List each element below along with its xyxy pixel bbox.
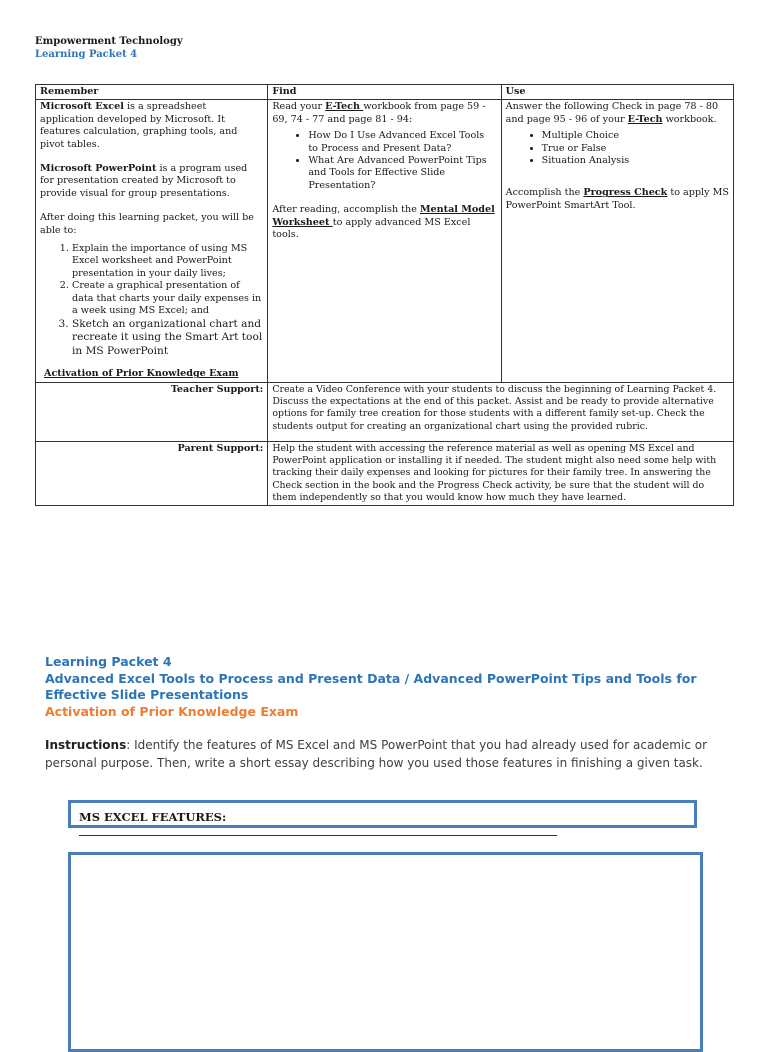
check-types-list xyxy=(506,130,729,167)
answer-line[interactable] xyxy=(79,824,557,836)
use-task xyxy=(506,187,729,212)
parent-support-row xyxy=(36,441,734,505)
mental-model-link[interactable]: Mental Model Worksheet xyxy=(272,204,495,228)
apk-exam-link[interactable]: Activation of Prior Knowledge Exam xyxy=(44,368,239,380)
list-item: • True or False xyxy=(542,143,729,155)
find-text-a: Read your xyxy=(272,101,326,113)
use-text-b: workbook. xyxy=(662,113,717,125)
excel-description: is a spreadsheet application developed by Microsoft. It features calculation, graphing tools, and pivot tables. xyxy=(40,101,238,150)
use-instruction xyxy=(506,101,729,126)
packet-heading: Learning Packet 4 xyxy=(45,654,172,669)
teacher-support-row xyxy=(36,382,734,441)
header-remember: Remember xyxy=(36,85,268,100)
exam-heading: Activation of Prior Knowledge Exam xyxy=(45,703,299,719)
find-topics-list xyxy=(272,130,496,192)
exam-section-heading xyxy=(45,654,735,720)
find-task-text-a: After reading, accomplish the xyxy=(272,204,420,216)
packet-subtitle: Learning Packet 4 xyxy=(35,49,138,60)
use-text-a: Answer the following Check in page 78 - 80 and page 95 - 96 of your xyxy=(505,101,719,125)
list-item: • How Do I Use Advanced Excel Tools to Process and Present Data? xyxy=(308,130,496,155)
list-item: • Situation Analysis xyxy=(542,155,729,167)
objectives-intro: After doing this learning packet, you will be able to: xyxy=(40,212,254,236)
powerpoint-definition xyxy=(40,163,263,200)
teacher-support-label: Teacher Support: xyxy=(36,382,268,441)
teacher-support-text: Create a Video Conference with your students to discuss the beginning of Learning Packet 4. Discuss the expectations at the end of this packet. Assist and be ready to provide alternative options for family tree creation for those students with a different family set-up. Check the students output for creating an organizational chart using the provided rubric. xyxy=(268,382,734,441)
list-item: 2. Create a graphical presentation of data that charts your daily expenses in a week using MS Excel; and xyxy=(72,280,263,317)
excel-features-field[interactable] xyxy=(68,800,697,828)
excel-term: Microsoft Excel xyxy=(40,101,124,113)
find-task xyxy=(272,204,496,241)
topic-heading: Advanced Excel Tools to Process and Present Data / Advanced PowerPoint Tips and Tools for Effective Slide Presentations xyxy=(45,670,697,702)
table-row xyxy=(36,100,734,382)
header-use: Use xyxy=(501,85,733,100)
excel-features-label: MS EXCEL FEATURES: xyxy=(79,810,227,824)
list-item: 1. Explain the importance of using MS Excel worksheet and PowerPoint presentation in your daily lives; xyxy=(72,243,263,280)
etech-link[interactable]: E-Tech xyxy=(627,113,663,125)
instructions-label: Instructions xyxy=(45,738,127,752)
subject-title: Empowerment Technology xyxy=(35,36,183,47)
remember-cell xyxy=(36,100,268,382)
list-item: 3. Sketch an organizational chart and recreate it using the Smart Art tool in MS PowerPoint xyxy=(72,318,263,359)
powerpoint-description: is a program used for presentation created by Microsoft to provide visual for group presentations. xyxy=(40,163,248,199)
learning-plan-table xyxy=(35,84,734,506)
progress-check-link[interactable]: Progress Check xyxy=(583,187,668,199)
header-find: Find xyxy=(268,85,501,100)
table-header-row xyxy=(36,85,734,100)
use-task-text-a: Accomplish the xyxy=(505,187,584,199)
excel-definition xyxy=(40,101,263,151)
essay-answer-box[interactable] xyxy=(68,852,703,1052)
instructions xyxy=(45,736,735,772)
use-cell xyxy=(501,100,733,382)
find-text-b: workbook from page 59 - 69, 74 - 77 and page 81 - 94: xyxy=(272,101,486,125)
parent-support-text: Help the student with accessing the reference material as well as opening MS Excel and PowerPoint application or installing it if needed. The student might also need some help with tracking their daily expenses and looking for pictures for their family tree. In answering the Check section in the book and the Progress Check activity, be sure that the student will do them independently so that you would know how much they have learned. xyxy=(268,441,734,505)
document-header xyxy=(35,35,183,61)
powerpoint-term: Microsoft PowerPoint xyxy=(40,163,157,175)
parent-support-label: Parent Support: xyxy=(36,441,268,505)
use-task-text-b: to apply MS PowerPoint SmartArt Tool. xyxy=(505,187,729,211)
instructions-text: : Identify the features of MS Excel and MS PowerPoint that you had already used for academic or personal purpose. Then, write a short essay describing how you used those features in finishing a given task. xyxy=(45,738,708,770)
find-task-text-b: to apply advanced MS Excel tools. xyxy=(272,216,471,241)
find-cell xyxy=(268,100,501,382)
find-instruction xyxy=(272,101,496,126)
list-item: • Multiple Choice xyxy=(542,130,729,142)
list-item: • What Are Advanced PowerPoint Tips and Tools for Effective Slide Presentation? xyxy=(308,155,496,192)
objectives-list xyxy=(40,243,263,358)
etech-link[interactable]: E-Tech xyxy=(325,101,364,113)
